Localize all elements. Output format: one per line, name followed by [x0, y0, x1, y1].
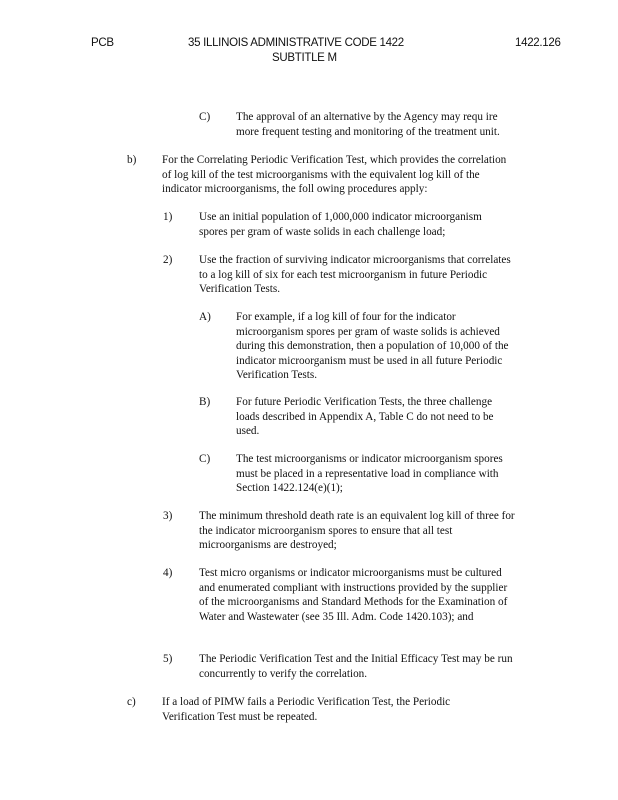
paragraph-text: For the Correlating Periodic Verification Test, which provides the correlation of log kill of the test microorganisms with the equivalent log kill of the indicator microorganisms, the foll owing procedures apply:	[162, 154, 507, 195]
sub-item-label: B)	[199, 396, 211, 408]
paragraph-label: c)	[127, 696, 136, 708]
list-item-label: 5)	[163, 653, 173, 665]
sub-item-text: For future Periodic Verification Tests, the three challenge loads described in Appendix A, Table C do not need to be used.	[236, 396, 494, 437]
list-item-text: The minimum threshold death rate is an equivalent log kill of three for the indicator microorganism spores to ensure that all test microorganisms are destroyed;	[199, 510, 515, 551]
list-item-label: 3)	[163, 510, 173, 522]
list-item-label: 1)	[163, 211, 173, 223]
list-item-label: 4)	[163, 567, 173, 579]
sub-item-label: C)	[199, 453, 211, 465]
paragraph-text: If a load of PIMW fails a Periodic Verification Test, the Periodic Verification Test must be repeated.	[162, 696, 451, 723]
sub-item-label: A)	[199, 311, 211, 323]
list-item-text: Use the fraction of surviving indicator microorganisms that correlates to a log kill of six for each test microorganism in future Periodic Verification Tests.	[199, 254, 511, 295]
list-item-text: Test micro organisms or indicator microorganisms must be cultured and enumerated compliant with instructions provided by the supplier of the microorganisms and Standard Methods for the Examination of Water and Wastewater (see 35 Ill. Adm. Code 1420.103); and	[199, 567, 508, 623]
header-subtitle: SUBTITLE M	[272, 52, 337, 64]
list-item-text: Use an initial population of 1,000,000 indicator microorganism spores per gram of waste solids in each challenge load;	[199, 211, 482, 238]
subparagraph-text: The approval of an alternative by the Agency may requ ire more frequent testing and monitoring of the treatment unit.	[236, 111, 500, 138]
sub-item-text: The test microorganisms or indicator microorganism spores must be placed in a representative load in compliance with Section 1422.124(e)(1);	[236, 453, 503, 494]
header-left: PCB	[91, 37, 114, 49]
list-item-label: 2)	[163, 254, 173, 266]
sub-item-text: For example, if a log kill of four for the indicator microorganism spores per gram of waste solids is achieved during this demonstration, then a population of 10,000 of the indicator microorganism must be used in all future Periodic Verification Tests.	[236, 311, 509, 381]
subparagraph-label: C)	[199, 111, 211, 123]
paragraph-label: b)	[127, 154, 137, 166]
header-title: 35 ILLINOIS ADMINISTRATIVE CODE 1422	[188, 37, 404, 49]
header-section-number: 1422.126	[515, 37, 561, 49]
list-item-text: The Periodic Verification Test and the Initial Efficacy Test may be run concurrently to verify the correlation.	[199, 653, 513, 680]
